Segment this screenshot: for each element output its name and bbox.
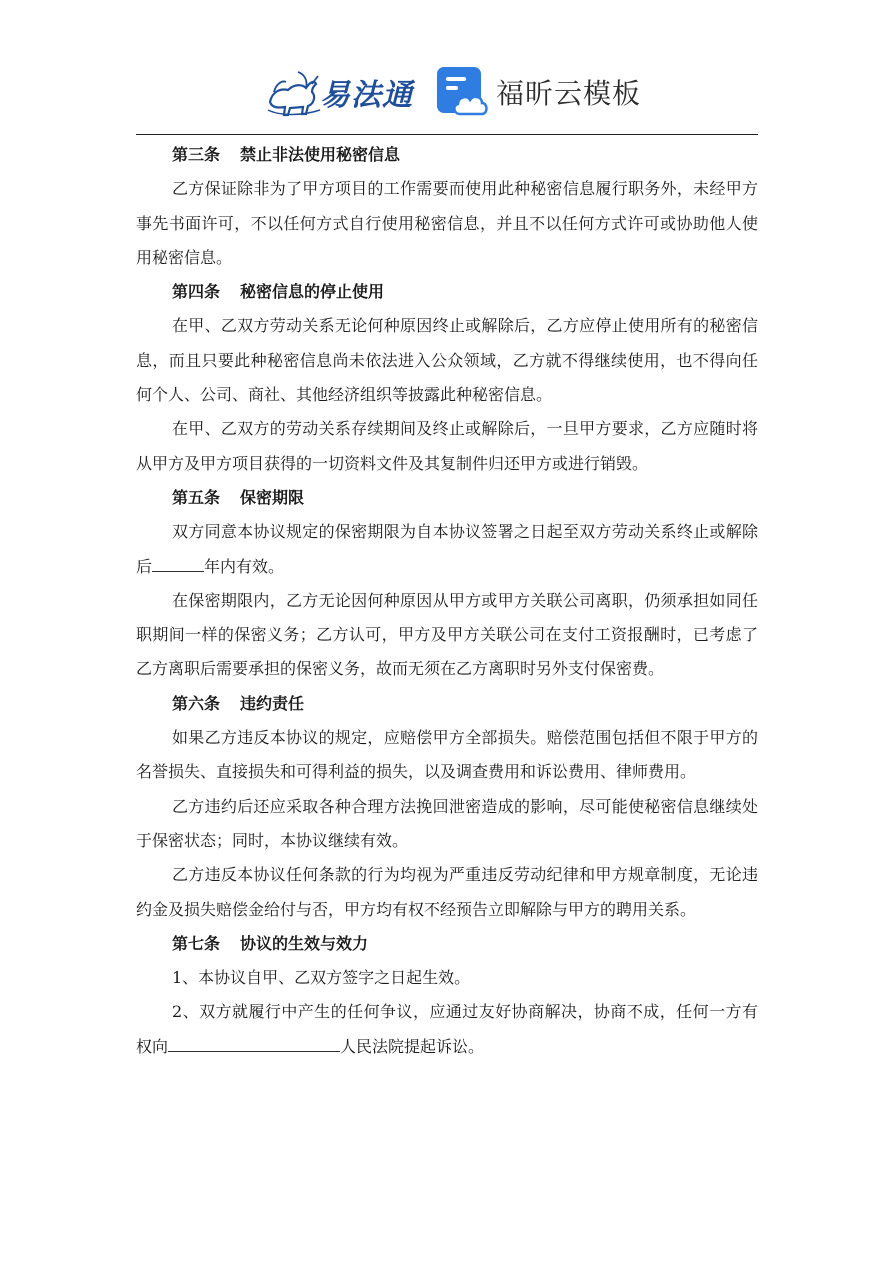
paragraph: 乙方违反本协议任何条款的行为均视为严重违反劳动纪律和甲方规章制度，无论违约金及损失赔偿金给付与否，甲方均有权不经预告立即解除与甲方的聘用关系。 [136,865,758,919]
qilin-icon [262,62,322,118]
section-title: 秘密信息的停止使用 [240,282,385,302]
paragraph: 双方同意本协议规定的保密期限为自本协议签署之日起至双方劳动关系终止或解除后 年内有效。 [136,522,758,576]
paragraph: 乙方违约后还应采取各种合理方法挽回泄密造成的影响，尽可能使秘密信息继续处于保密状态；同时，本协议继续有效。 [136,796,758,850]
section-heading [136,687,758,721]
fill-blank-court[interactable] [168,1033,340,1052]
section-heading [136,275,758,309]
section-number: 第四条 [172,282,221,302]
section-heading [136,481,758,515]
paragraph: 在甲、乙双方的劳动关系存续期间及终止或解除后，一旦甲方要求，乙方应随时将从甲方及甲方项目获得的一切资料文件及其复制件归还甲方或进行销毁。 [136,419,758,473]
section-number: 第三条 [172,145,221,164]
document-body [136,138,758,1064]
paragraph: 如果乙方违反本协议的规定，应赔偿甲方全部损失。赔偿范围包括但不限于甲方的名誉损失、直接损失和可得利益的损失，以及调查费用和诉讼费用、律师费用。 [136,728,758,782]
yifatong-logo [262,60,420,120]
fill-blank-years[interactable] [152,553,204,572]
document-cloud-icon [436,66,490,118]
paragraph: 2、双方就履行中产生的任何争议，应通过友好协商解决，协商不成，任何一方有权向 人民法院提起诉讼。 [136,1002,758,1056]
section-heading [136,138,758,172]
section-title: 协议的生效与效力 [240,933,369,953]
section-number: 第七条 [172,933,221,953]
document-header [0,0,893,136]
section-number: 第五条 [172,487,221,507]
paragraph: 乙方保证除非为了甲方项目的工作需要而使用此种秘密信息履行职务外，未经甲方事先书面许可，不以任何方式自行使用秘密信息，并且不以任何方式许可或协助他人使用秘密信息。 [136,179,758,267]
paragraph: 在保密期限内，乙方无论因何种原因从甲方或甲方关联公司离职，仍须承担如同任职期间一样的保密义务；乙方认可，甲方及甲方关联公司在支付工资报酬时，已考虑了乙方离职后需要承担的保密义务，故而无须在乙方离职时另外支付保密费。 [136,590,758,679]
logo-left-text: 易法通 [320,78,413,113]
logo-right-text: 福昕云模板 [496,77,642,110]
section-number: 第六条 [172,693,221,713]
paragraph: 在甲、乙双方劳动关系无论何种原因终止或解除后，乙方应停止使用所有的秘密信息，而且只要此种秘密信息尚未依法进入公众领域，乙方就不得继续使用，也不得向任何个人、公司、商社、其他经济组织等披露此种秘密信息。 [136,316,758,405]
section-heading [136,927,758,961]
section-title: 禁止非法使用秘密信息 [240,145,401,164]
header-divider [136,134,758,135]
paragraph: 1、本协议自甲、乙双方签字之日起生效。 [172,968,471,988]
section-title: 保密期限 [240,487,305,507]
section-title: 违约责任 [240,693,305,713]
